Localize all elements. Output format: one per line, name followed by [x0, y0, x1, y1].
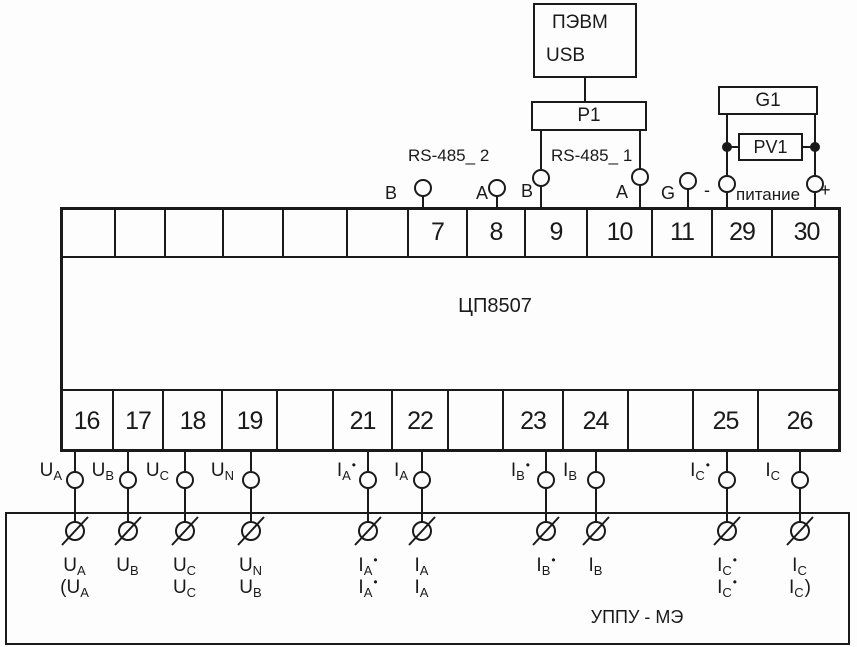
pin-circle-8	[489, 180, 505, 196]
pc-box	[533, 3, 637, 78]
terminal-cell-16: 16	[73, 407, 100, 435]
rs485-1-label: RS-485_ 1	[551, 146, 633, 165]
terminal-cell-22: 22	[407, 407, 433, 435]
uppu-alt-label-ia: $I_A$	[414, 577, 429, 600]
pin-label-a-8: A	[475, 183, 488, 203]
junction-dot-right	[811, 143, 819, 151]
terminal-cell-24: 24	[582, 407, 609, 435]
pin-circle-10	[632, 169, 648, 185]
pin-label-ic-marked: $I_C^•$	[690, 458, 710, 483]
terminal-cell-21: 21	[349, 407, 376, 435]
uppu-label-ib-marked: $I_B^•$	[536, 553, 556, 578]
pin-label-plus-30: +	[820, 180, 831, 200]
junction-dot-left	[723, 143, 731, 151]
pin-label-ic: $I_C$	[765, 460, 780, 483]
uppu-label-ua: $U_A$	[63, 555, 86, 578]
pin-label-ia-marked: $I_A^•$	[336, 458, 356, 483]
uppu-alt-label-ia-marked: $I_A^•$	[358, 575, 378, 600]
pin-label-b-7: B	[384, 183, 397, 203]
pin-label-uc: $U_C$	[145, 460, 169, 483]
uppu-label-ia-marked: $I_A^•$	[358, 553, 378, 578]
uppu-unit-label: УППУ - МЭ	[590, 607, 684, 627]
terminal-cell-9: 9	[549, 218, 563, 246]
uppu-label-ib: $I_B$	[588, 555, 603, 578]
terminal-cell-19: 19	[236, 407, 263, 435]
terminal-cell-18: 18	[179, 407, 206, 435]
pin-circle-29	[719, 176, 735, 192]
pin-label-ib: $I_B$	[563, 460, 577, 483]
usb-port-label: USB	[546, 45, 586, 66]
uppu-label-un: $U_N$	[238, 555, 263, 578]
uppu-alt-label-ic-marked: $I_C^•$	[717, 575, 737, 600]
g1-source-box	[718, 86, 818, 115]
pin-label-ia: $I_A$	[394, 460, 408, 483]
pin-label-ub: $U_B$	[91, 460, 114, 483]
terminal-cell-8: 8	[489, 218, 503, 246]
terminal-cell-26: 26	[786, 407, 813, 435]
pin-label-a-10: A	[615, 182, 628, 202]
pv1-label: PV1	[753, 136, 788, 157]
pin-circle-11	[680, 173, 696, 189]
uppu-alt-label-ic: $I_C$)	[789, 577, 811, 600]
terminal-cell-25: 25	[712, 407, 739, 435]
pin-label-ib-marked: $I_B^•$	[510, 458, 530, 483]
p1-label: P1	[577, 105, 601, 126]
terminal-cell-30: 30	[793, 218, 820, 246]
pin-label-minus-29: -	[704, 180, 710, 200]
terminal-cell-17: 17	[125, 407, 151, 435]
terminal-cell-11: 11	[670, 218, 694, 246]
pin-label-g-11: G	[660, 183, 675, 203]
pin-label-ua: $U_A$	[39, 460, 62, 483]
uppu-label-ub: $U_B$	[116, 555, 139, 578]
pin-circle-7	[415, 180, 431, 196]
terminal-cell-23: 23	[520, 407, 546, 435]
pin-circle-9	[533, 170, 549, 186]
rs485-2-label: RS-485_ 2	[408, 146, 490, 165]
uppu-label-ic: $I_C$	[792, 555, 807, 578]
pin-label-b-9: B	[520, 181, 533, 201]
device-model-label: ЦП8507	[458, 295, 532, 317]
g1-label: G1	[755, 89, 781, 111]
p1-converter-box	[531, 101, 647, 131]
uppu-label-ia: $I_A$	[414, 555, 429, 578]
uppu-alt-label-uc: $U_C$	[172, 577, 197, 600]
terminal-cell-7: 7	[431, 218, 444, 246]
pin-label-un: $U_N$	[210, 460, 234, 483]
uppu-label-ic-marked: $I_C^•$	[717, 553, 737, 578]
uppu-alt-label-ub: $U_B$	[239, 577, 262, 600]
power-supply-label: питание	[736, 185, 801, 204]
pc-title: ПЭВМ	[552, 12, 608, 33]
terminal-cell-29: 29	[729, 218, 755, 246]
uppu-alt-label-ua: ($U_A$	[60, 577, 89, 600]
uppu-label-uc: $U_C$	[172, 555, 197, 578]
pv1-voltmeter-box	[738, 133, 803, 161]
terminal-cell-10: 10	[606, 218, 633, 246]
